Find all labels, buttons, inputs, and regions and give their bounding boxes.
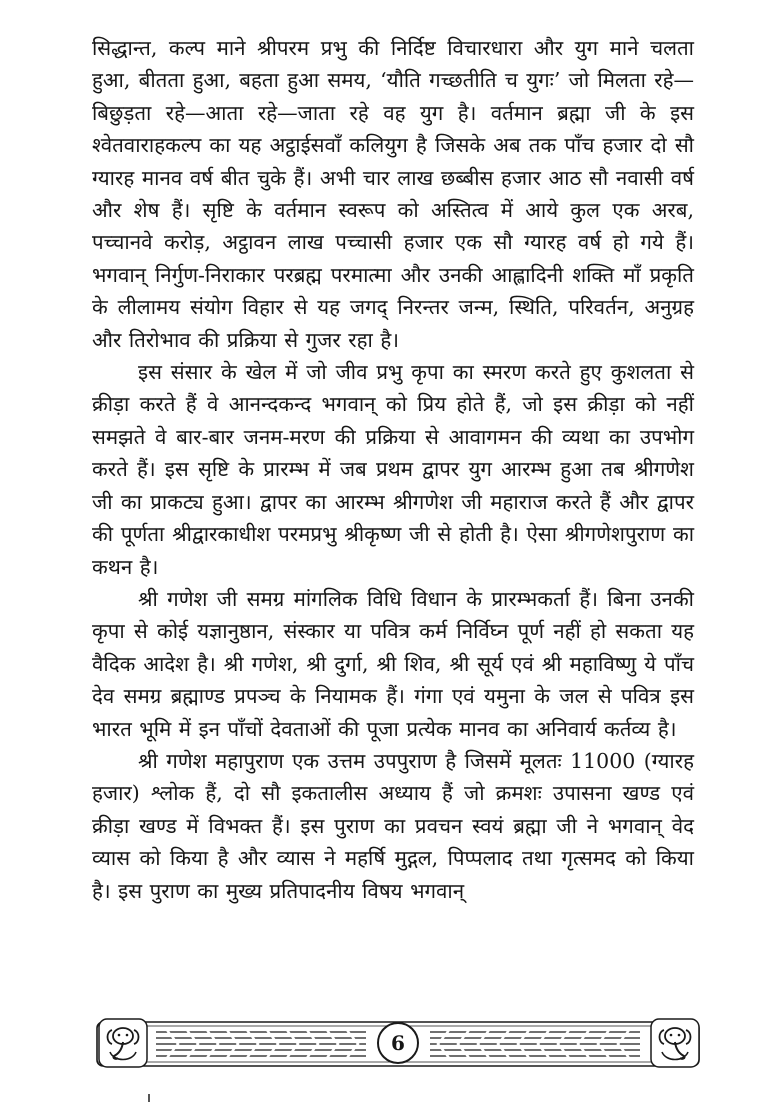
paragraph-4: श्री गणेश महापुराण एक उत्तम उपपुराण है जिसमें मूलतः 11000 (ग्यारह हजार) श्लोक हैं, दो सौ इकतालीस अध्याय हैं जो क्रमशः उपासना खण्ड एवं क्रीड़ा खण्ड में विभक्त हैं। इस पुराण का प्रवचन स्वयं ब्रह्मा जी ने भगवान् वेद व्यास को किया है और व्यास ने महर्षि मुद्गल, पिप्पलाद तथा गृत्समद को किया है। इस पुराण का मुख्य प्रतिपादनीय विषय भगवान् bbox=[92, 748, 694, 903]
page-body bbox=[92, 32, 694, 907]
page-footer bbox=[96, 1012, 700, 1082]
page-number: 6 bbox=[377, 1022, 419, 1064]
ganesha-emblem-icon bbox=[650, 1018, 700, 1068]
ganesha-emblem-icon bbox=[98, 1018, 148, 1068]
paragraph-2: इस संसार के खेल में जो जीव प्रभु कृपा का स्मरण करते हुए कुशलता से क्रीड़ा करते हैं वे आनन्दकन्द भगवान् को प्रिय होते हैं, जो इस क्रीड़ा को नहीं समझते वे बार-बार जनम-मरण की प्रक्रिया से आवागमन की व्यथा का उपभोग करते हैं। इस सृष्टि के प्रारम्भ में जब प्रथम द्वापर युग आरम्भ हुआ तब श्रीगणेश जी का प्राकट्य हुआ। द्वापर का आरम्भ श्रीगणेश जी महाराज करते हैं और द्वापर की पूर्णता श्रीद्वारकाधीश परमप्रभु श्रीकृष्ण जी से होती है। ऐसा श्रीगणेशपुराण का कथन है। bbox=[92, 360, 694, 579]
paragraph-1: सिद्धान्त, कल्प माने श्रीपरम प्रभु की निर्दिष्ट विचारधारा और युग माने चलता हुआ, बीतता हुआ, बहता हुआ समय, ‘यौति गच्छतीति च युगः’ जो मिलता रहे—बिछुड़ता रहे—आता रहे—जाता रहे वह युग है। वर्तमान ब्रह्मा जी के इस श्वेतवाराहकल्प का यह अट्ठाईसवाँ कलियुग है जिसके अब तक पाँच हजार दो सौ ग्यारह मानव वर्ष बीत चुके हैं। अभी चार लाख छब्बीस हजार आठ सौ नवासी वर्ष और शेष हैं। सृष्टि के वर्तमान स्वरूप को अस्तित्व में आये कुल एक अरब, पच्चानवे करोड़, अट्ठावन लाख पच्चासी हजार एक सौ ग्यारह वर्ष हो गये हैं। भगवान् निर्गुण-निराकार परब्रह्म परमात्मा और उनकी आह्लादिनी शक्ति माँ प्रकृति के लीलामय संयोग विहार से यह जगद् निरन्तर जन्म, स्थिति, परिवर्तन, अनुग्रह और तिरोभाव की प्रक्रिया से गुजर रहा है। bbox=[92, 36, 694, 352]
scan-artifact bbox=[148, 1094, 150, 1102]
paragraph-3: श्री गणेश जी समग्र मांगलिक विधि विधान के प्रारम्भकर्ता हैं। बिना उनकी कृपा से कोई यज्ञानुष्ठान, संस्कार या पवित्र कर्म निर्विघ्न पूर्ण नहीं हो सकता यह वैदिक आदेश है। श्री गणेश, श्री दुर्गा, श्री शिव, श्री सूर्य एवं श्री महाविष्णु ये पाँच देव समग्र ब्रह्माण्ड प्रपञ्च के नियामक हैं। गंगा एवं यमुना के जल से पवित्र इस भारत भूमि में इन पाँचों देवताओं की पूजा प्रत्येक मानव का अनिवार्य कर्तव्य है। bbox=[92, 586, 694, 741]
